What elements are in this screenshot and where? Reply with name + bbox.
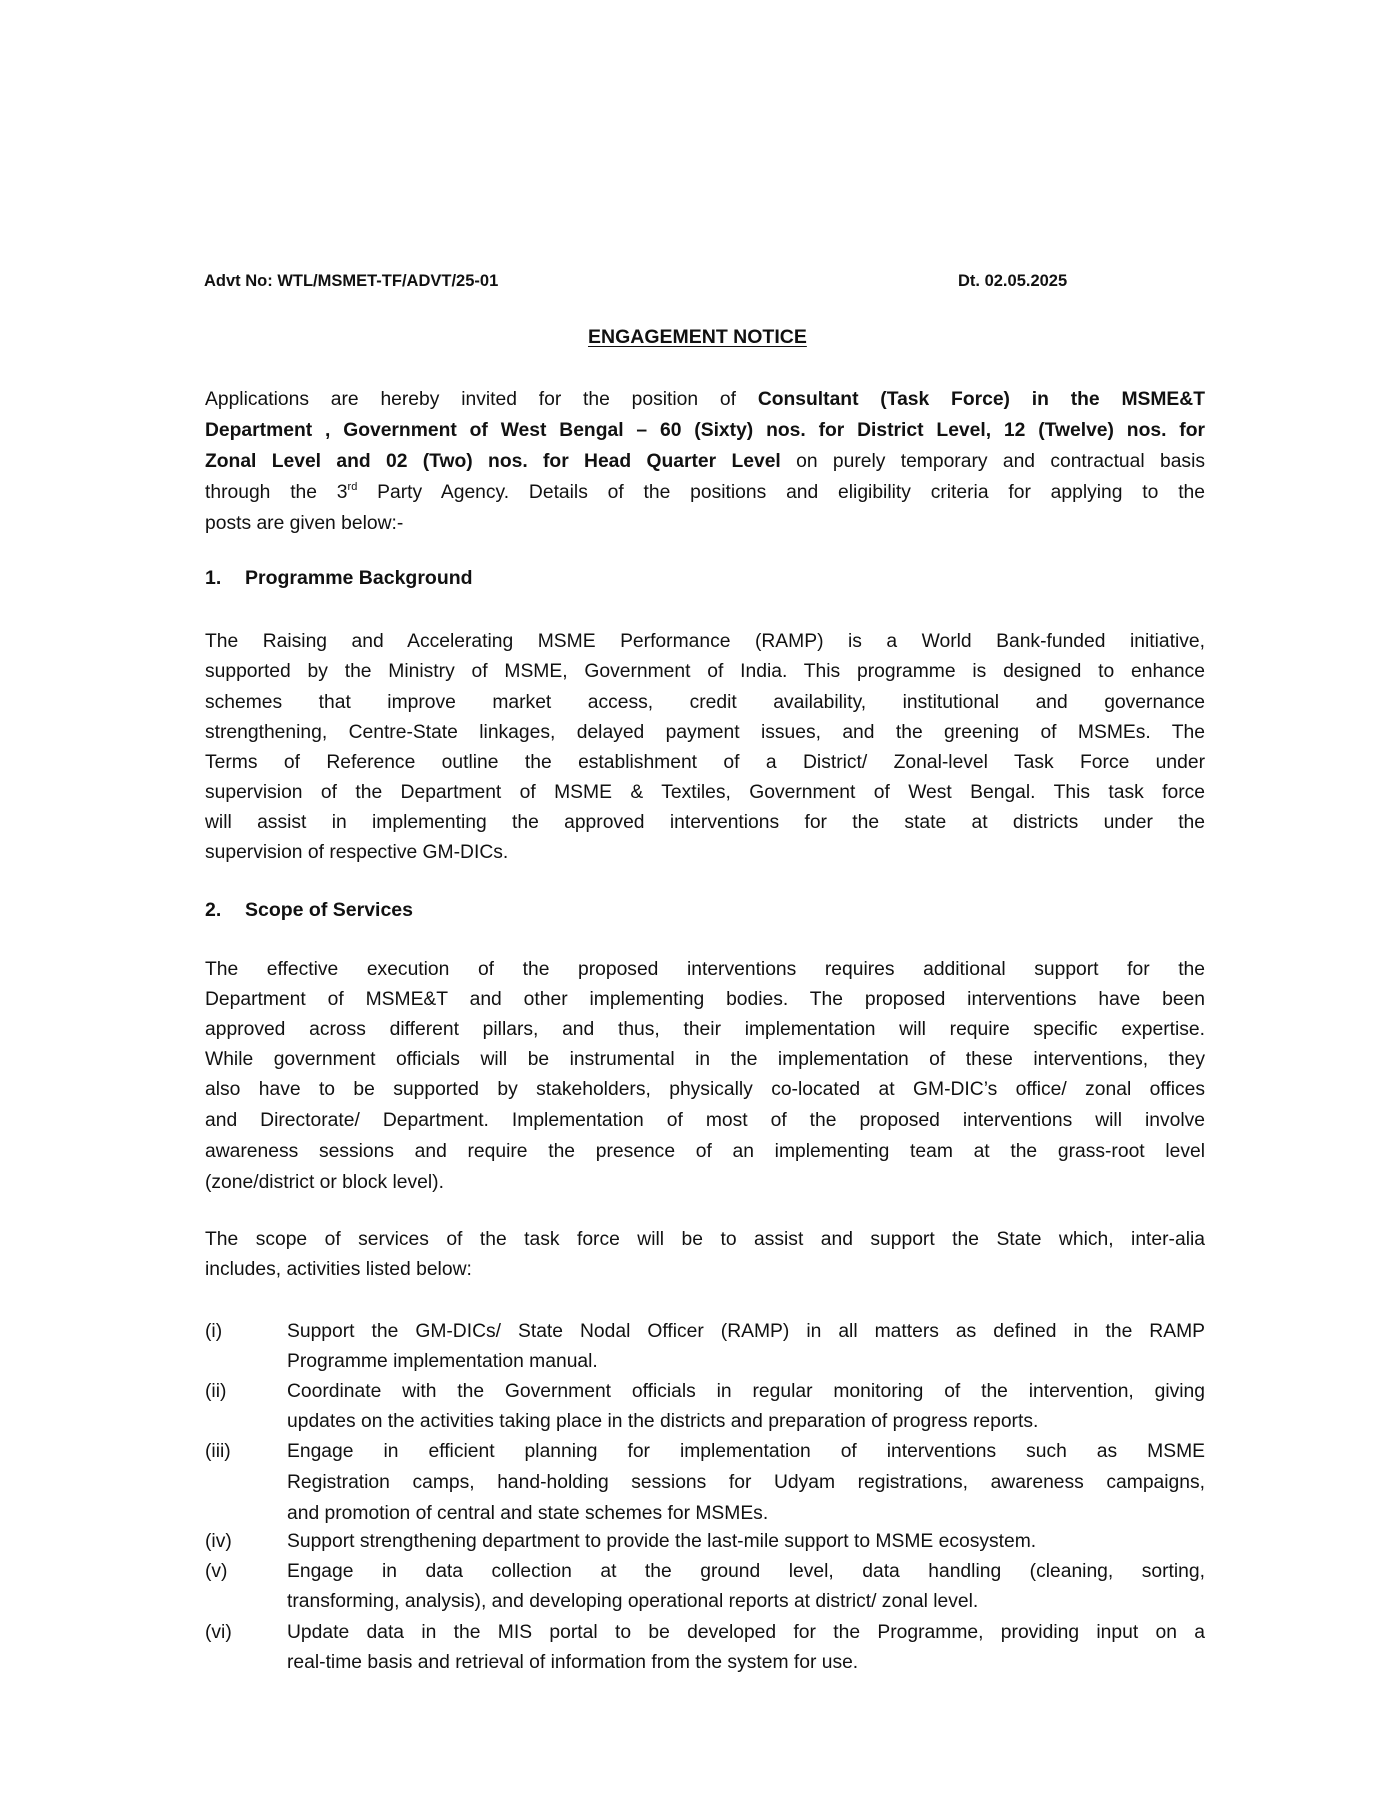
- paragraph-line: includes, activities listed below:: [205, 1259, 472, 1280]
- list-item-line: Engage in data collection at the ground level, data handling (cleaning, sorting,: [287, 1561, 1205, 1582]
- list-item-line: Engage in efficient planning for implementation of interventions such as MSME: [287, 1441, 1205, 1462]
- section-number: 1.: [205, 567, 222, 589]
- intro-line: [205, 416, 1205, 446]
- list-item-line: transforming, analysis), and developing operational reports at district/ zonal level.: [287, 1591, 979, 1612]
- list-item-line: and promotion of central and state schemes for MSMEs.: [287, 1503, 769, 1524]
- list-item-line: Programme implementation manual.: [287, 1351, 598, 1372]
- paragraph-line: supported by the Ministry of MSME, Government of India. This programme is designed to enhance: [205, 661, 1205, 682]
- paragraph-line: awareness sessions and require the presence of an implementing team at the grass-root level: [205, 1141, 1205, 1162]
- list-item-number: (iv): [205, 1531, 232, 1552]
- paragraph-line: (zone/district or block level).: [205, 1172, 444, 1193]
- list-item-line: Coordinate with the Government officials in regular monitoring of the intervention, giving: [287, 1381, 1205, 1402]
- paragraph-line: The effective execution of the proposed interventions requires additional support for the: [205, 959, 1205, 980]
- page-title: ENGAGEMENT NOTICE: [588, 326, 807, 348]
- section-title: Programme Background: [245, 567, 473, 589]
- ordinal-superscript: rd: [347, 481, 358, 493]
- section-title: Scope of Services: [245, 899, 413, 921]
- list-item-line: Update data in the MIS portal to be developed for the Programme, providing input on a: [287, 1622, 1205, 1643]
- intro-bold-text: Zonal Level and 02 (Two) nos. for Head Quarter Level: [205, 451, 781, 472]
- notice-date: Dt. 02.05.2025: [958, 272, 1068, 290]
- paragraph-line: schemes that improve market access, credit availability, institutional and governance: [205, 692, 1205, 713]
- list-item-number: (v): [205, 1561, 228, 1582]
- paragraph-line: Department of MSME&T and other implementing bodies. The proposed interventions have been: [205, 989, 1205, 1010]
- intro-line: Applications are hereby invited for the position of Consultant (Task Force) in the MSME&T: [205, 389, 1205, 410]
- list-item-line: Registration camps, hand-holding sessions for Udyam registrations, awareness campaigns,: [287, 1472, 1205, 1493]
- intro-line: through the 3rd Party Agency. Details of the positions and eligibility criteria for applying to the: [205, 481, 1206, 503]
- paragraph-line: and Directorate/ Department. Implementation of most of the proposed interventions will involve: [205, 1110, 1205, 1131]
- paragraph-line: supervision of the Department of MSME & Textiles, Government of West Bengal. This task force: [205, 782, 1205, 803]
- list-item-number: (ii): [205, 1381, 227, 1402]
- section-number: 2.: [205, 899, 222, 921]
- paragraph-line: strengthening, Centre-State linkages, delayed payment issues, and the greening of MSMEs. The: [205, 722, 1205, 743]
- list-item-line: Support the GM-DICs/ State Nodal Officer (RAMP) in all matters as defined in the RAMP: [287, 1321, 1205, 1342]
- paragraph-line: Terms of Reference outline the establishment of a District/ Zonal-level Task Force under: [205, 752, 1205, 773]
- list-item-number: (vi): [205, 1622, 232, 1643]
- paragraph-line: also have to be supported by stakeholders, physically co-located at GM-DIC’s office/ zonal offices: [205, 1079, 1205, 1100]
- list-item-line: real-time basis and retrieval of information from the system for use.: [287, 1652, 859, 1673]
- intro-bold-text: Department , Government of West Bengal – 60 (Sixty) nos. for District Level, 12 (Twelve) nos. for: [205, 420, 1205, 441]
- intro-line: Zonal Level and 02 (Two) nos. for Head Quarter Level on purely temporary and contractual basis: [205, 451, 1205, 472]
- intro-bold-text: Consultant (Task Force) in the MSME&T: [757, 389, 1205, 410]
- list-item-line: Support strengthening department to provide the last-mile support to MSME ecosystem.: [287, 1531, 1037, 1552]
- list-item-number: (iii): [205, 1441, 231, 1462]
- list-item-number: (i): [205, 1321, 223, 1342]
- paragraph-line: The scope of services of the task force will be to assist and support the State which, inter-alia: [205, 1229, 1205, 1250]
- section-heading-programme-background: [205, 563, 473, 593]
- section-heading-scope-of-services: [205, 895, 413, 925]
- paragraph-line: approved across different pillars, and thus, their implementation will require specific expertise.: [205, 1019, 1205, 1040]
- advertisement-number: Advt No: WTL/MSMET-TF/ADVT/25-01: [204, 272, 499, 290]
- list-item-line: updates on the activities taking place in the districts and preparation of progress reports.: [287, 1411, 1039, 1432]
- paragraph-line: While government officials will be instrumental in the implementation of these interventions, they: [205, 1049, 1205, 1070]
- paragraph-line: supervision of respective GM-DICs.: [205, 842, 509, 863]
- paragraph-line: will assist in implementing the approved interventions for the state at districts under the: [205, 812, 1205, 833]
- paragraph-line: The Raising and Accelerating MSME Performance (RAMP) is a World Bank-funded initiative,: [205, 631, 1205, 652]
- intro-line: posts are given below:-: [205, 513, 404, 534]
